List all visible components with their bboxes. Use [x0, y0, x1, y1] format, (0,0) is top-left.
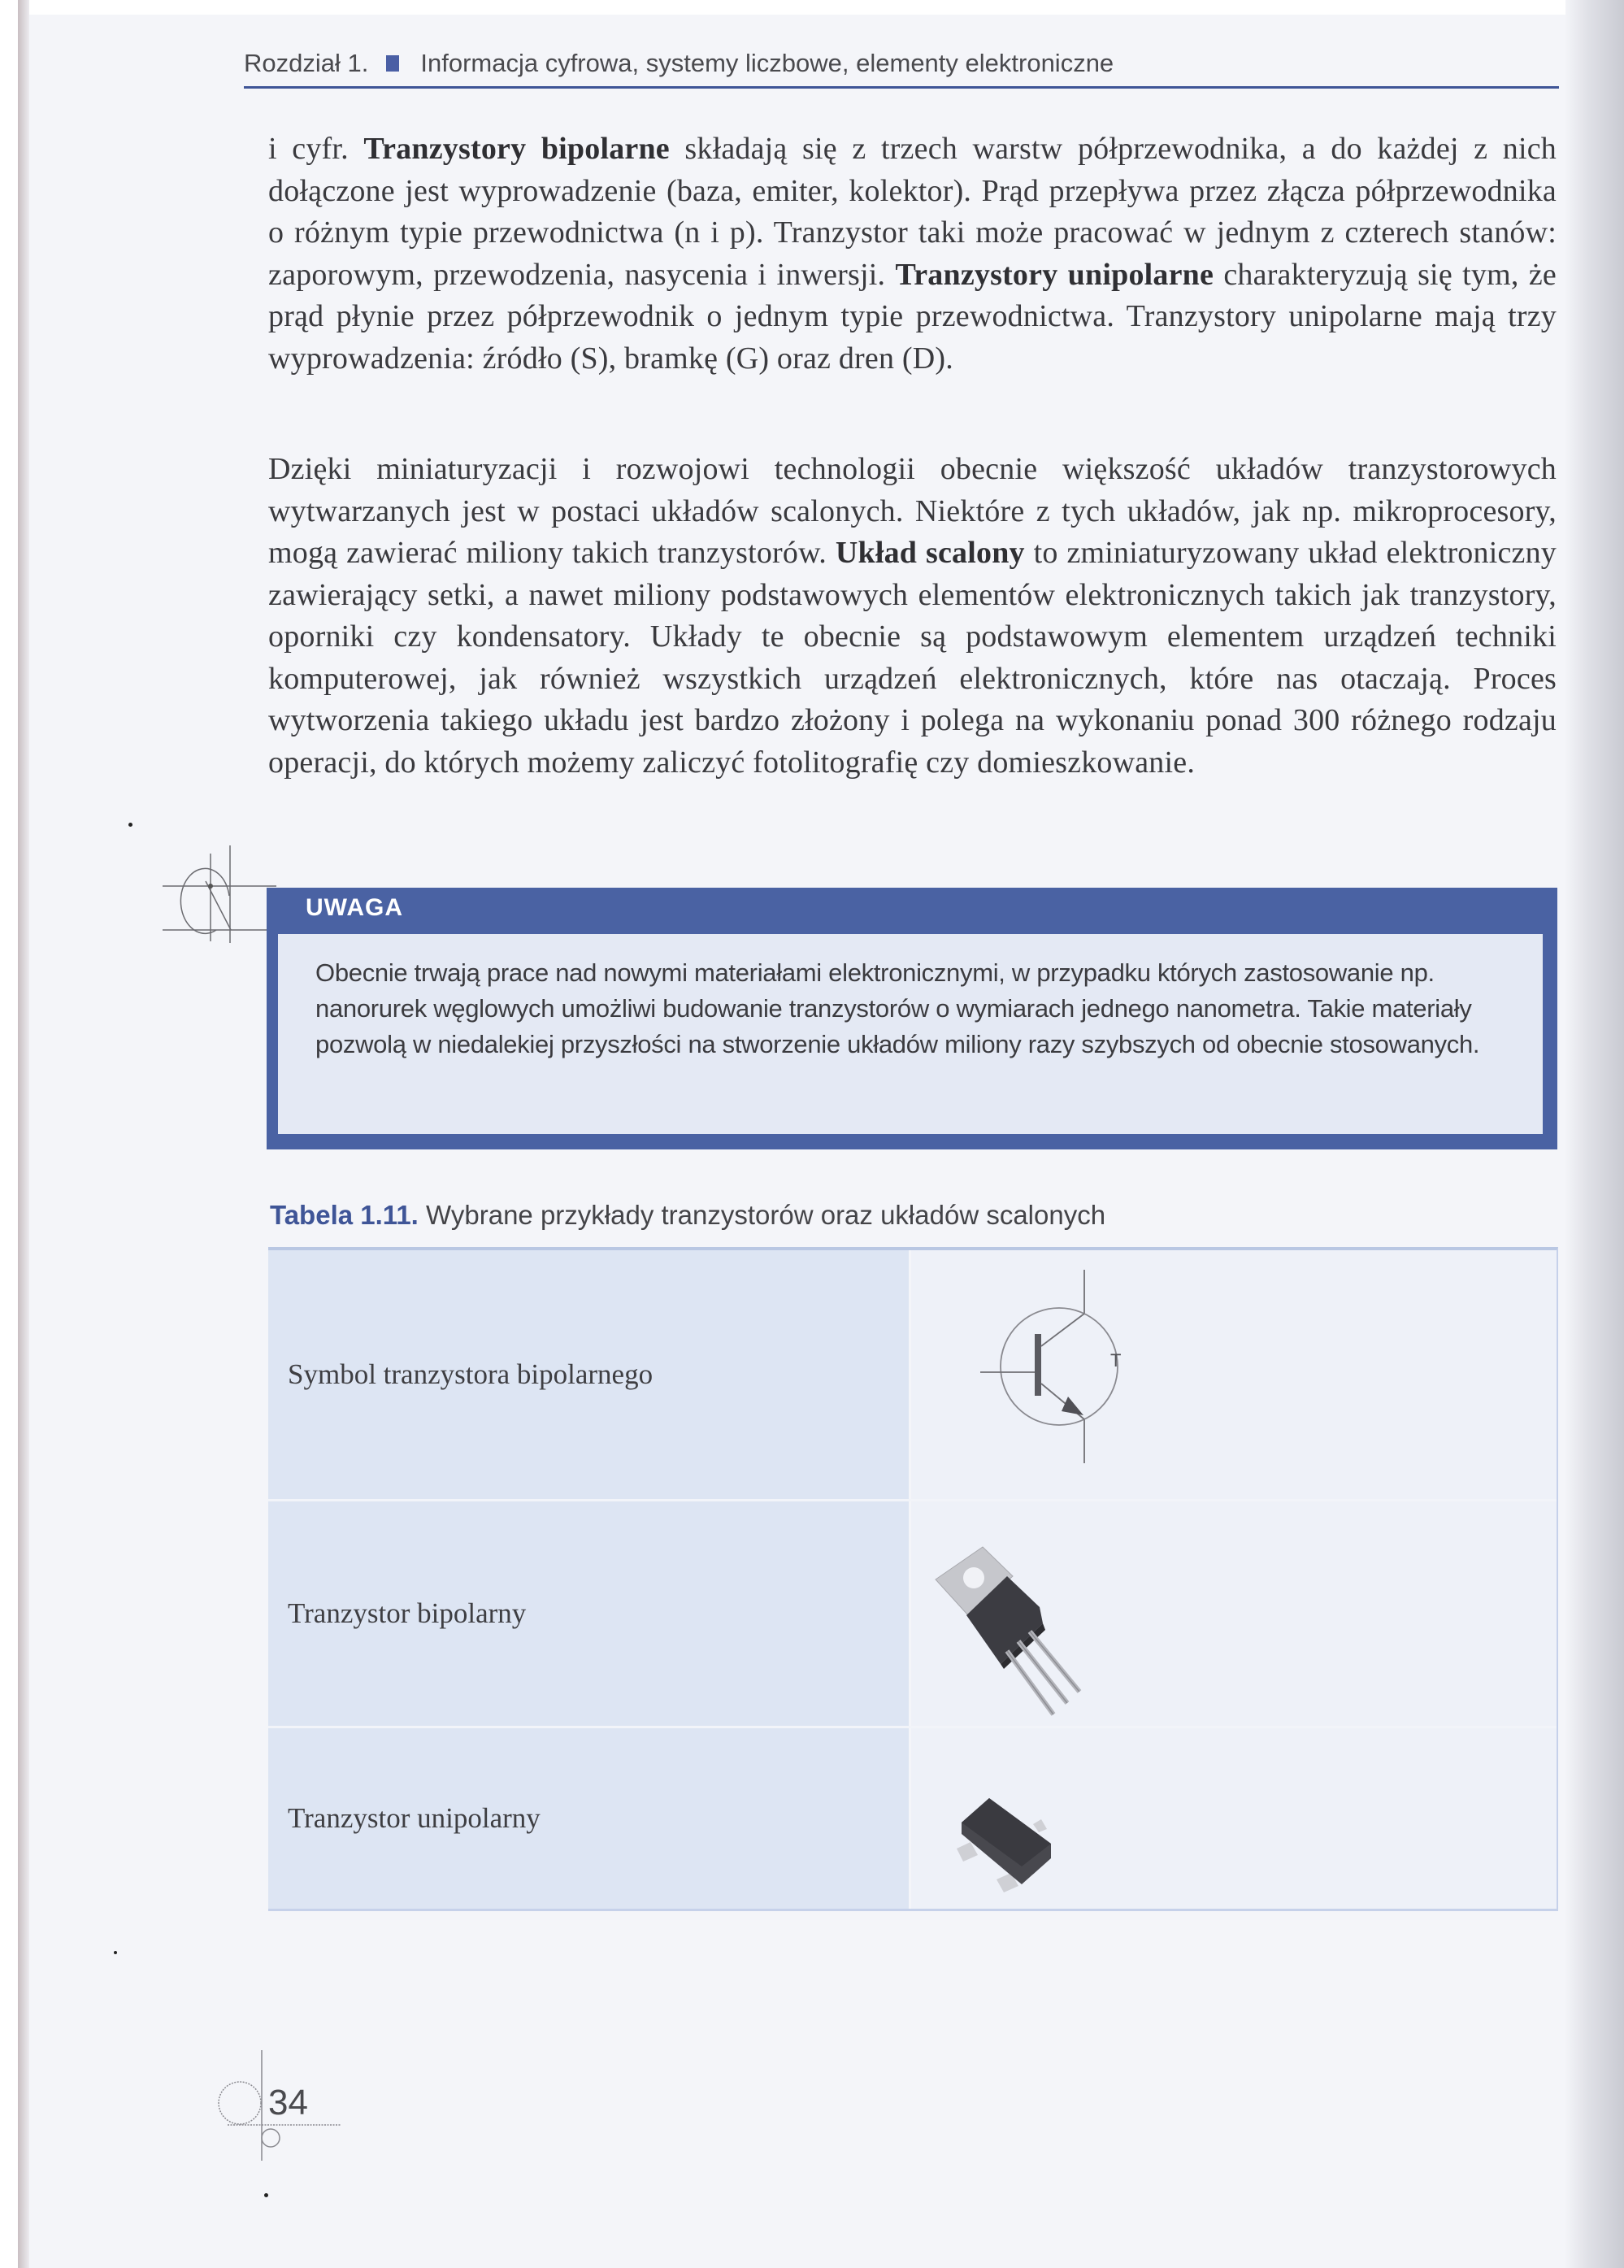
table-image-cell — [911, 1728, 1557, 1909]
text: charakteryzują się tym, że prąd płynie przez półprzewodnik o jednym typie przewodnictwa. Tranzystory unipolarne mają trzy wyprowadzenia: źródło (S), bramkę (G) oraz dren (D). — [268, 257, 1557, 376]
text: to zminiaturyzowany układ elektroniczny zawierający setki, a nawet miliony podstawowych elementów elektronicznych takich jak tranzystory, oporniki czy kondensatory. Układy te obecnie są podstawowym elementem urządzeń techniki komputerowej, jak również wszystkich urządzeń elektronicznych, które nas otaczają. Proces wytworzenia takiego układu jest bardzo złożony i polega na wykonaniu ponad 300 różnego rodzaju operacji, do których możemy zaliczyć fotolitografię czy domieszkowanie. — [268, 536, 1557, 780]
note-title: UWAGA — [306, 894, 403, 921]
bipolar-transistor-symbol-icon — [911, 1250, 1557, 1499]
scan-left-shadow — [18, 0, 29, 2268]
table-label-cell — [268, 1501, 909, 1726]
term-unipolar-transistors: Tranzystory unipolarne — [895, 257, 1214, 292]
header-rule — [244, 86, 1559, 89]
term-integrated-circuit: Układ scalony — [835, 536, 1025, 570]
table-label-cell — [268, 1728, 909, 1909]
table-image-cell — [911, 1250, 1557, 1499]
table-row — [268, 1501, 1557, 1728]
scan-speck — [128, 823, 132, 827]
table-caption-text: Wybrane przykłady tranzystorów oraz układów scalonych — [426, 1200, 1106, 1230]
table-label-cell — [268, 1250, 909, 1499]
scan-right-shadow — [1565, 0, 1624, 2268]
registration-mark-icon — [163, 845, 276, 943]
scan-speck — [114, 1951, 117, 1954]
text: składają się z trzech warstw półprzewodnika, a do każdej z nich dołączone jest wyprowadzenie (baza, emiter, kolektor). Prąd przepływa przez złącza półprzewodnika o różnym typie przewodnictwa (n i p). Tranzystor taki może pracować w jednym z czterech stanów: zaporowym, przewodzenia, nasycenia i inwersji. — [268, 132, 1557, 292]
note-body — [278, 934, 1543, 1134]
text: i cyfr. — [268, 132, 364, 166]
table-caption-label: Tabela 1.11. — [270, 1200, 419, 1230]
scan-left-edge — [0, 0, 20, 2268]
chapter-title: Informacja cyfrowa, systemy liczbowe, elementy elektroniczne — [420, 49, 1114, 77]
note-text: Obecnie trwają prace nad nowymi materiałami elektronicznymi, w przypadku których zastosowanie np. nanorurek węglowych umożliwi budowanie tranzystorów o wymiarach jednego nanometra. Takie materiały pozwolą w niedalekiej przyszłości na stworzenie układów miliony razy szybszych od obecnie stosowanych. — [315, 958, 1480, 1058]
transistor-examples-table — [268, 1247, 1558, 1911]
symbol-label: T — [1110, 1350, 1122, 1371]
running-header — [244, 49, 1561, 78]
row-label: Tranzystor bipolarny — [288, 1597, 527, 1629]
table-caption — [270, 1200, 1105, 1231]
row-label: Symbol tranzystora bipolarnego — [288, 1358, 654, 1390]
page-number: 34 — [268, 2083, 308, 2122]
header-square-bullet-icon — [386, 55, 399, 72]
row-label: Tranzystor unipolarny — [288, 1802, 541, 1834]
table-row — [268, 1728, 1557, 1909]
to220-transistor-photo-icon — [911, 1501, 1557, 1726]
scan-top-edge — [0, 0, 1624, 15]
sot23-transistor-photo-icon — [911, 1728, 1557, 1909]
term-bipolar-transistors: Tranzystory bipolarne — [363, 132, 670, 166]
paragraph-integrated-circuits — [268, 449, 1557, 784]
text: Dzięki miniaturyzacji i rozwojowi technologii obecnie większość układów tranzystorowych wytwarzanych jest w postaci układów scalonych. Niektóre z tych układów, jak np. mikroprocesory, mogą zawierać miliony takich tranzystorów. — [268, 452, 1557, 570]
table-row — [268, 1250, 1557, 1501]
paragraph-bipolar-unipolar — [268, 128, 1557, 380]
table-image-cell — [911, 1501, 1557, 1726]
scan-speck — [264, 2193, 268, 2197]
chapter-number: Rozdział 1. — [244, 49, 369, 77]
note-box — [267, 888, 1557, 1149]
